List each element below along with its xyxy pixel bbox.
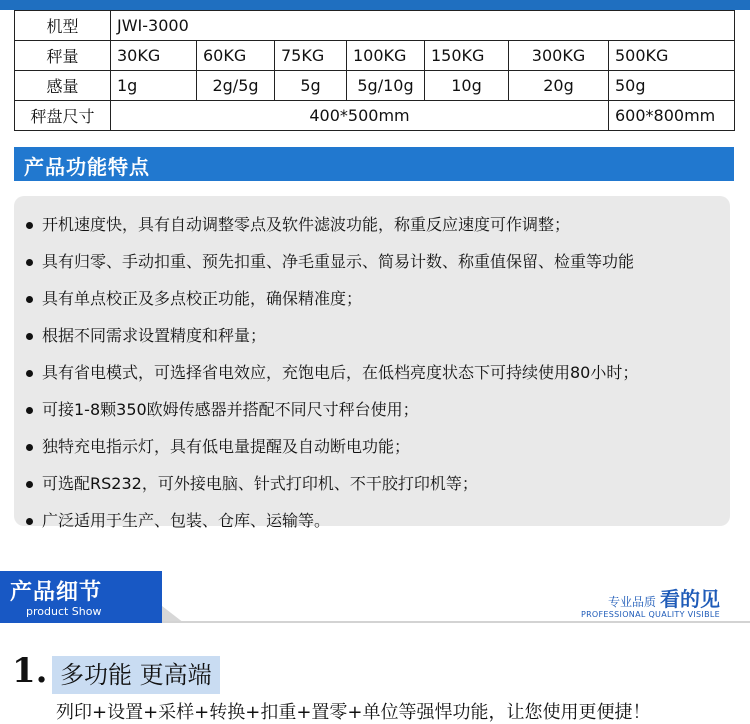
features-heading: 产品功能特点: [24, 155, 150, 179]
list-item: [26, 391, 638, 428]
tagline-small: 专业品质: [607, 595, 656, 609]
list-item: [26, 280, 638, 317]
feature-text: 可接1-8颗350欧姆传感器并搭配不同尺寸秤台使用；: [42, 400, 419, 419]
top-accent-bar: [0, 0, 750, 10]
bullet-icon: [26, 259, 33, 266]
quality-tagline: [581, 583, 720, 619]
feature-text: 广泛适用于生产、包装、仓库、运输等。: [42, 511, 331, 530]
list-item: [26, 206, 638, 243]
features-list: [26, 206, 638, 539]
platform-size-small: 400*500mm: [111, 101, 609, 131]
model-value: JWI-3000: [111, 11, 735, 41]
feature-text: 独特充电指示灯，具有低电量提醒及自动断电功能；: [42, 437, 411, 456]
capacity-cell: 60KG: [197, 41, 275, 71]
capacity-cell: 150KG: [425, 41, 509, 71]
bullet-icon: [26, 333, 33, 340]
product-detail-banner: [0, 571, 162, 623]
division-label: 感量: [15, 71, 111, 101]
features-panel: [14, 196, 730, 530]
bullet-icon: [26, 370, 33, 377]
bullet-icon: [26, 481, 33, 488]
tagline-big: 看的见: [660, 587, 720, 611]
item-description: 列印+设置+采样+转换+扣重+置零+单位等强悍功能，让您使用更便捷！: [56, 702, 651, 723]
capacity-cell: 100KG: [347, 41, 425, 71]
division-cell: 20g: [509, 71, 609, 101]
list-item: [26, 428, 638, 465]
product-detail-subtitle: product Show: [26, 605, 102, 618]
feature-text: 具有归零、手动扣重、预先扣重、净毛重显示、简易计数、称重值保留、检重等功能: [42, 252, 635, 271]
capacity-cell: 300KG: [509, 41, 609, 71]
table-row-division: [15, 71, 735, 101]
features-heading-bar: [14, 147, 734, 181]
capacity-cell: 75KG: [275, 41, 347, 71]
capacity-label: 秤量: [15, 41, 111, 71]
list-item: [26, 317, 638, 354]
division-cell: 50g: [609, 71, 735, 101]
table-row-model: [15, 11, 735, 41]
model-label: 机型: [15, 11, 111, 41]
division-cell: 5g/10g: [347, 71, 425, 101]
table-row-capacity: [15, 41, 735, 71]
bullet-icon: [26, 407, 33, 414]
divider: [162, 621, 750, 623]
item-number: 1.: [12, 651, 48, 691]
bullet-icon: [26, 444, 33, 451]
bullet-icon: [26, 518, 33, 525]
division-cell: 10g: [425, 71, 509, 101]
feature-text: 具有省电模式，可选择省电效应，充饱电后，在低档亮度状态下可持续使用80小时；: [42, 363, 639, 382]
feature-text: 具有单点校正及多点校正功能，确保精准度；: [42, 289, 363, 308]
platform-size-large: 600*800mm: [609, 101, 735, 131]
division-cell: 1g: [111, 71, 197, 101]
feature-text: 开机速度快，具有自动调整零点及软件滤波功能，称重反应速度可作调整；: [42, 215, 571, 234]
list-item: [26, 354, 638, 391]
list-item: [26, 502, 638, 539]
product-detail-title: 产品细节: [10, 580, 103, 605]
capacity-cell: 500KG: [609, 41, 735, 71]
feature-text: 可选配RS232，可外接电脑、针式打印机、不干胶打印机等；: [42, 474, 478, 493]
item-title: 多功能 更高端: [52, 656, 220, 694]
feature-text: 根据不同需求设置精度和秤量；: [42, 326, 267, 345]
division-cell: 5g: [275, 71, 347, 101]
list-item: [26, 465, 638, 502]
bullet-icon: [26, 222, 33, 229]
capacity-cell: 30KG: [111, 41, 197, 71]
division-cell: 2g/5g: [197, 71, 275, 101]
platform-label: 秤盘尺寸: [15, 101, 111, 131]
bullet-icon: [26, 296, 33, 303]
list-item: [26, 243, 638, 280]
table-row-platform: [15, 101, 735, 131]
tagline-english: PROFESSIONAL QUALITY VISIBLE: [580, 610, 720, 619]
spec-table: [14, 10, 735, 131]
